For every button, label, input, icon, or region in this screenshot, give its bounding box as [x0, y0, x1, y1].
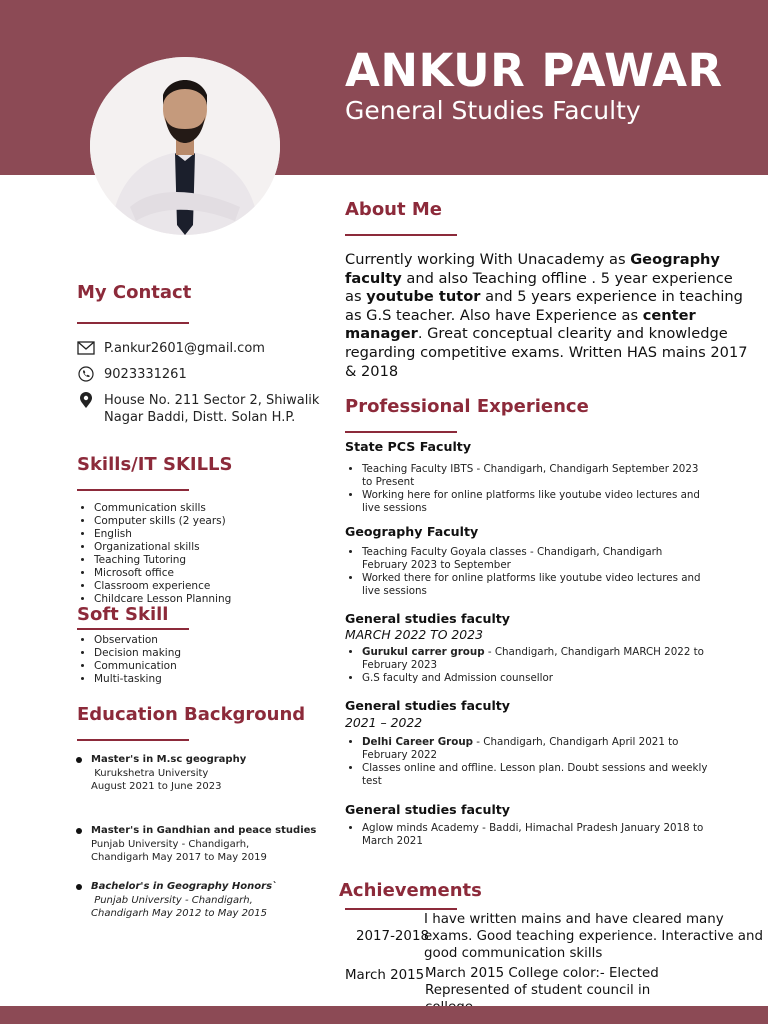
candidate-name: ANKUR PAWAR: [345, 44, 723, 97]
bullet-dot: [76, 884, 82, 890]
contact-divider: [77, 322, 189, 324]
about-text: and also Teaching offline . 5 year experience as: [345, 269, 733, 306]
list-item: • Multi-tasking: [94, 673, 181, 686]
email-text: P.ankur2601@gmail.com: [104, 341, 265, 356]
list-item: • Microsoft office: [94, 567, 231, 580]
about-divider: [345, 234, 457, 236]
education-entry: [76, 753, 246, 794]
address-line-2: Nagar Baddi, Distt. Solan H.P.: [104, 410, 296, 425]
job-date: 2021 – 2022: [345, 715, 423, 730]
education-divider: [77, 739, 189, 741]
list-item: • Aglow minds Academy - Baddi, Himachal Pradesh January 2018 to March 2021: [362, 822, 710, 848]
employer-name: Gurukul carrer group: [362, 646, 485, 658]
address-row: [77, 392, 319, 426]
footer-band: [0, 1006, 768, 1024]
about-highlight: Geography faculty: [345, 251, 720, 287]
job-title: Geography Faculty: [345, 524, 479, 539]
skills-list: [77, 502, 231, 606]
job-title: General studies faculty: [345, 611, 510, 626]
date-range: Chandigarh May 2012 to May 2015: [91, 908, 268, 919]
list-item: • Computer skills (2 years): [94, 515, 231, 528]
job-bullets: [345, 463, 710, 515]
list-item: • English: [94, 528, 231, 541]
institution: Kurukshetra University: [94, 767, 209, 779]
job-bullets: [345, 822, 710, 848]
education-heading: Education Background: [77, 704, 306, 725]
experience-heading: Professional Experience: [345, 396, 589, 417]
list-item: • Working here for online platforms like youtube video lectures and live sessions: [362, 489, 710, 515]
job-date: MARCH 2022 TO 2023: [345, 627, 483, 642]
education-entry: [76, 824, 316, 865]
profile-photo: [90, 57, 280, 235]
list-item: • Organizational skills: [94, 541, 231, 554]
address-line-1: House No. 211 Sector 2, Shiwalik: [104, 393, 320, 408]
list-item: • Observation: [94, 634, 181, 647]
job-bullets: [345, 546, 710, 598]
employer-name: Delhi Career Group: [362, 736, 474, 748]
list-item: • Classes online and offline. Lesson plan. Doubt sessions and weekly test: [362, 762, 710, 788]
phone-text: 9023331261: [104, 367, 187, 382]
soft-skill-list: [77, 634, 181, 686]
list-item: • Decision making: [94, 647, 181, 660]
list-item: • Teaching Faculty IBTS - Chandigarh, Chandigarh September 2023 to Present: [362, 463, 710, 489]
bullet-dot: [76, 828, 82, 834]
employer-detail: - Chandigarh, Chandigarh MARCH 2022 to February 2023: [362, 646, 704, 671]
mail-icon: [77, 340, 95, 356]
list-item: [362, 736, 710, 762]
address-text: [104, 392, 319, 426]
list-item: • Classroom experience: [94, 580, 231, 593]
achievement-text: I have written mains and have cleared many exams. Good teaching experience. Interactive and good communication skills: [424, 912, 764, 961]
phone-row: [77, 366, 187, 383]
institution: Punjab University - Chandigarh,: [91, 838, 250, 850]
employer-detail: - Chandigarh, Chandigarh April 2021 to February 2022: [362, 736, 679, 761]
date-range: Chandigarh May 2017 to May 2019: [91, 852, 267, 863]
list-item: • Childcare Lesson Planning: [94, 593, 231, 606]
about-text: . Great conceptual clearity and knowledge regarding competitive exams. Written HAS mains 2017 & 2018: [345, 325, 748, 380]
achievements-divider: [345, 908, 457, 910]
bullet-dot: [76, 757, 82, 763]
degree-name: Master's in Gandhian and peace studies: [91, 825, 317, 836]
list-item: • G.S faculty and Admission counsellor: [362, 672, 710, 685]
soft-skill-heading: Soft Skill: [77, 604, 169, 625]
achievement-year: March 2015: [345, 968, 425, 983]
about-text: Currently working With Unacademy as: [345, 251, 631, 268]
list-item: [362, 646, 710, 672]
experience-divider: [345, 431, 457, 433]
job-bullets: [345, 736, 710, 788]
list-item: • Teaching Faculty Goyala classes - Chandigarh, Chandigarh February 2023 to September: [362, 546, 710, 572]
achievements-heading: Achievements: [339, 880, 482, 901]
achievement-text: March 2015 College color:- Elected Represented of student council in: [425, 966, 659, 998]
list-item: • Teaching Tutoring: [94, 554, 231, 567]
list-item: • Communication skills: [94, 502, 231, 515]
about-paragraph: [345, 251, 750, 381]
about-highlight: center manager: [345, 306, 696, 343]
job-bullets: [345, 646, 710, 685]
institution: Punjab University - Chandigarh,: [94, 894, 253, 906]
contact-heading: My Contact: [77, 282, 192, 303]
skills-heading: Skills/IT SKILLS: [77, 454, 233, 475]
phone-icon: [77, 366, 95, 382]
candidate-title: General Studies Faculty: [345, 96, 641, 125]
about-heading: About Me: [345, 199, 442, 220]
job-title: General studies faculty: [345, 802, 510, 817]
degree-name: Master's in M.sc geography: [91, 754, 247, 765]
education-entry: [76, 880, 277, 921]
job-title: General studies faculty: [345, 698, 510, 713]
job-title: State PCS Faculty: [345, 439, 472, 454]
list-item: • Communication: [94, 660, 181, 673]
email-row: [77, 340, 265, 357]
soft-skill-divider: [77, 628, 189, 630]
about-highlight: youtube tutor: [366, 288, 481, 306]
skills-divider: [77, 489, 189, 491]
achievement-year: 2017-2018: [356, 929, 429, 944]
date-range: August 2021 to June 2023: [91, 781, 222, 792]
list-item: • Worked there for online platforms like youtube video lectures and live sessions: [362, 572, 710, 598]
about-text: and 5 years experience in teaching as G.S teacher. Also have Experience as: [345, 288, 743, 324]
degree-name: Bachelor's in Geography Honors`: [91, 881, 278, 892]
location-pin-icon: [77, 392, 95, 408]
